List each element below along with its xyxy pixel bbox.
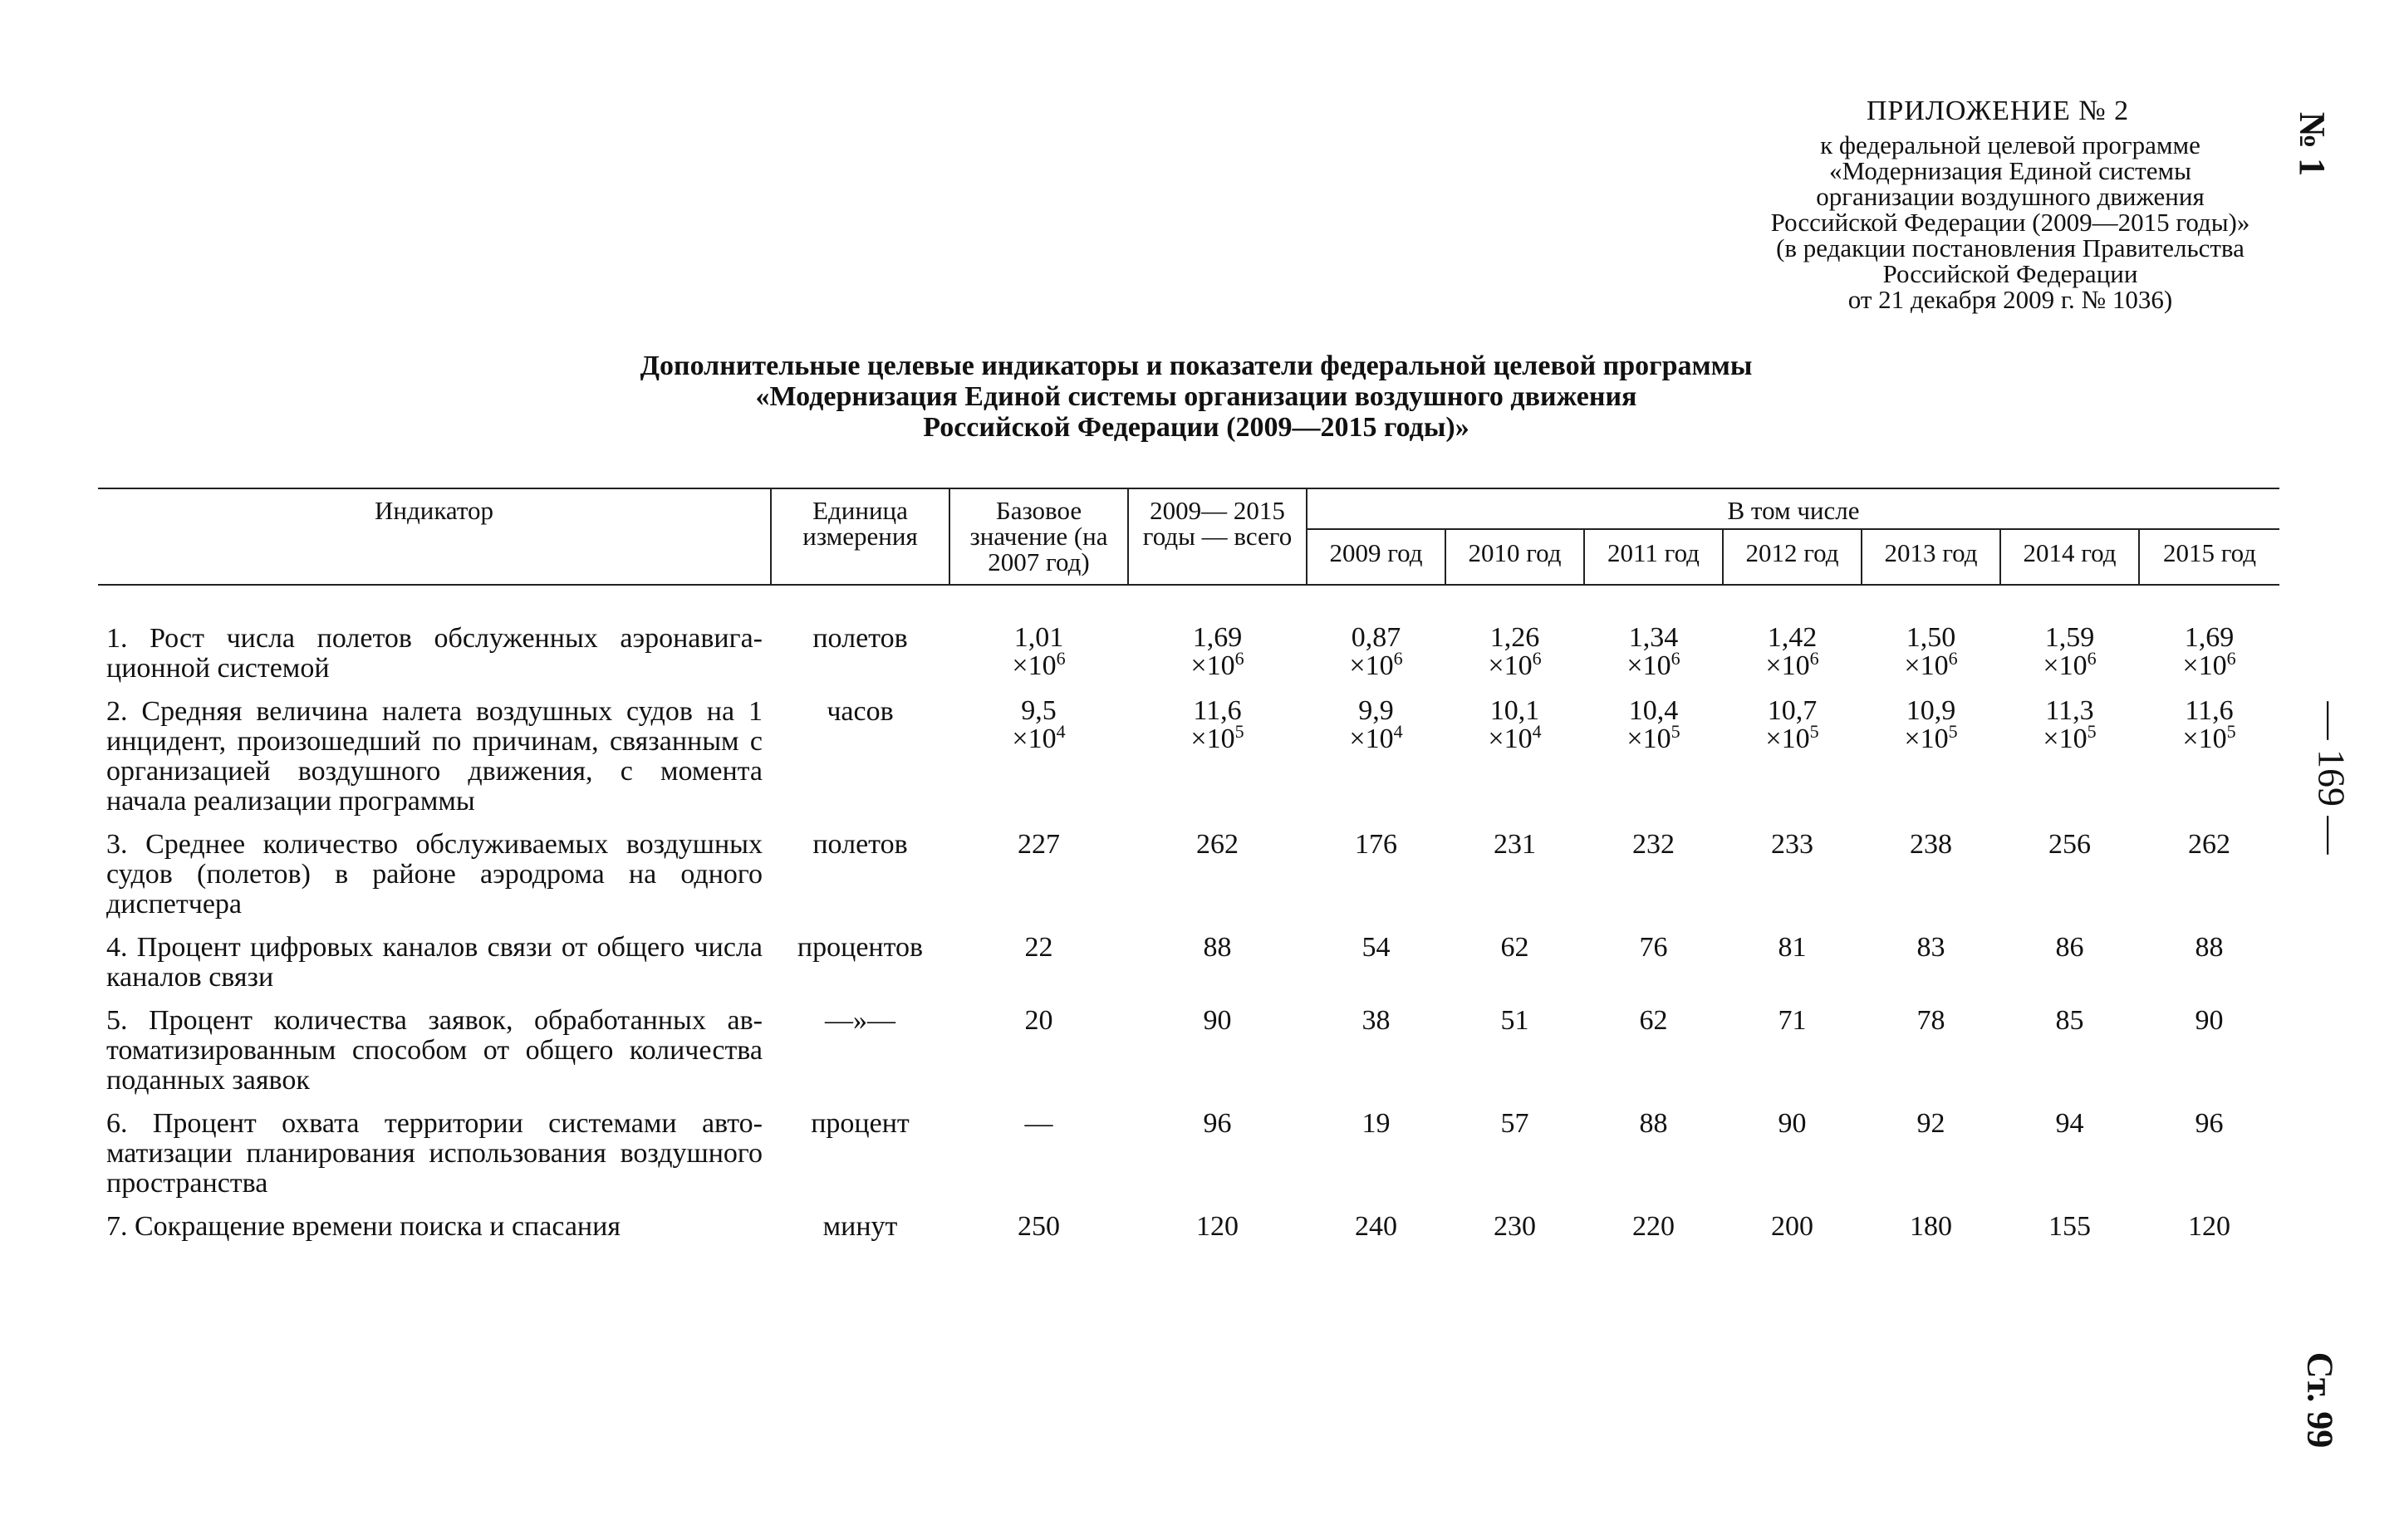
header-year: 2011 год <box>1584 529 1723 585</box>
value-cell <box>1128 697 1307 830</box>
header-year: 2010 год <box>1445 529 1584 585</box>
value-cell <box>949 585 1128 697</box>
value-cell <box>1862 585 2000 697</box>
unit-cell: процентов <box>797 932 924 963</box>
mantissa: 0,87 <box>1351 622 1401 653</box>
mantissa: 10,4 <box>1628 695 1679 726</box>
scientific-value <box>2043 624 2096 680</box>
scientific-value <box>2043 697 2096 753</box>
scientific-value <box>1626 697 1680 753</box>
value-cell: 262 <box>1196 829 1239 860</box>
value-cell <box>1584 585 1723 697</box>
scientific-value <box>1488 624 1541 680</box>
value-cell: 233 <box>1771 829 1813 860</box>
appendix-line: (в редакции постановления Правительства <box>1776 233 2245 262</box>
scientific-value <box>1904 624 1957 680</box>
appendix-line: Российской Федерации <box>1882 259 2138 288</box>
table-row <box>98 1006 2279 1109</box>
value-cell <box>2139 697 2279 830</box>
mantissa: 1,01 <box>1013 622 1064 653</box>
value-cell: 220 <box>1632 1211 1675 1242</box>
value-cell: 62 <box>1500 932 1529 963</box>
exponent: 6 <box>1948 648 1958 669</box>
value-cell: 96 <box>2195 1108 2224 1139</box>
mantissa: 11,3 <box>2045 695 2094 726</box>
table-header <box>98 488 2279 585</box>
value-cell <box>2000 697 2139 830</box>
unit-cell: процент <box>811 1108 910 1139</box>
multiplier: $\times 10^6$ <box>1488 648 1542 681</box>
value-cell <box>1723 697 1862 830</box>
scientific-value <box>2182 624 2235 680</box>
value-cell <box>2000 585 2139 697</box>
value-cell <box>1723 585 1862 697</box>
value-cell: 176 <box>1355 829 1397 860</box>
value-cell <box>1128 585 1307 697</box>
value-cell: 256 <box>2048 829 2091 860</box>
value-cell: 71 <box>1778 1005 1807 1036</box>
multiplier: $\times 10^6$ <box>1904 648 1958 681</box>
exponent: 5 <box>1948 721 1958 742</box>
exponent: 6 <box>1393 648 1403 669</box>
value-cell: 62 <box>1639 1005 1668 1036</box>
value-cell: 120 <box>1196 1211 1239 1242</box>
value-cell <box>1445 585 1584 697</box>
multiplier: $\times 10^6$ <box>1190 648 1244 681</box>
table-row <box>98 830 2279 933</box>
table-row <box>98 1212 2279 1255</box>
multiplier: $\times 10^5$ <box>2182 721 2236 754</box>
multiplier: $\times 10^4$ <box>1012 721 1066 754</box>
scientific-value <box>1190 624 1244 680</box>
value-cell <box>949 697 1128 830</box>
header-including: В том числе <box>1307 488 2279 529</box>
exponent: 6 <box>1532 648 1542 669</box>
exponent: 4 <box>1393 721 1403 742</box>
indicator-cell: 6. Процент охвата территории системами автоматизации планирования использования воздушного пространства <box>106 1108 763 1199</box>
value-cell: 94 <box>2055 1108 2084 1139</box>
unit-cell: полетов <box>812 829 908 860</box>
value-cell: 22 <box>1024 932 1053 963</box>
value-cell: 250 <box>1018 1211 1060 1242</box>
header-unit: Единица измерения <box>771 488 949 585</box>
mantissa: 1,69 <box>2184 622 2235 653</box>
mantissa: 1,34 <box>1628 622 1679 653</box>
value-cell: 90 <box>2195 1005 2224 1036</box>
exponent: 5 <box>1671 721 1680 742</box>
indicator-cell: 1. Рост числа полетов обслуженных аэронавигационной системой <box>106 623 763 684</box>
exponent: 6 <box>1809 648 1819 669</box>
value-cell: 57 <box>1500 1108 1529 1139</box>
value-cell <box>1445 697 1584 830</box>
multiplier: $\times 10^5$ <box>1765 721 1819 754</box>
value-cell: 19 <box>1361 1108 1391 1139</box>
table-row <box>98 697 2279 830</box>
indicator-cell: 7. Сокращение времени поиска и спасания <box>106 1211 621 1242</box>
mantissa: 1,26 <box>1489 622 1540 653</box>
exponent: 5 <box>2087 721 2097 742</box>
table-row <box>98 585 2279 697</box>
appendix-line: организации воздушного движения <box>1816 182 2205 211</box>
multiplier: $\times 10^6$ <box>1012 648 1066 681</box>
scientific-value <box>1904 697 1957 753</box>
indicator-cell: 4. Процент цифровых каналов связи от общего числа каналов связи <box>106 932 763 993</box>
exponent: 4 <box>1532 721 1542 742</box>
indicator-cell: 2. Средняя величина налета воздушных судов на 1 инцидент, произошедший по причинам, связанным с организацией воздушного движения, с момента начала реализации программы <box>106 696 763 817</box>
value-cell: 230 <box>1494 1211 1536 1242</box>
appendix-title: ПРИЛОЖЕНИЕ № 2 <box>1866 96 2130 126</box>
multiplier: $\times 10^5$ <box>2043 721 2097 754</box>
mantissa: 1,69 <box>1192 622 1243 653</box>
mantissa: 11,6 <box>1193 695 1242 726</box>
value-cell: 227 <box>1018 829 1060 860</box>
header-year: 2013 год <box>1862 529 2000 585</box>
value-cell <box>2139 585 2279 697</box>
table-body <box>98 585 2279 1255</box>
mantissa: 10,1 <box>1489 695 1540 726</box>
header-indicator: Индикатор <box>98 488 771 585</box>
value-cell: 238 <box>1910 829 1952 860</box>
value-cell: 86 <box>2055 932 2084 963</box>
value-cell: 96 <box>1203 1108 1232 1139</box>
mantissa: 11,6 <box>2185 695 2234 726</box>
value-cell: 200 <box>1771 1211 1813 1242</box>
indicator-cell: 5. Процент количества заявок, обработанных автоматизированным способом от общего количества поданных заявок <box>106 1005 763 1096</box>
appendix-line: от 21 декабря 2009 г. № 1036) <box>1847 285 2173 314</box>
indicators-table <box>98 488 2279 1255</box>
value-cell: 90 <box>1778 1108 1807 1139</box>
document-title-line: Дополнительные целевые индикаторы и показатели федеральной целевой программы <box>640 351 1753 381</box>
value-cell <box>1307 697 1445 830</box>
header-year: 2014 год <box>2000 529 2139 585</box>
scientific-value <box>1349 624 1402 680</box>
value-cell: 231 <box>1494 829 1536 860</box>
value-cell: 92 <box>1916 1108 1945 1139</box>
multiplier: $\times 10^5$ <box>1190 721 1244 754</box>
scientific-value <box>1765 697 1818 753</box>
value-cell: 78 <box>1916 1005 1945 1036</box>
article-number: Ст. 99 <box>2299 1351 2341 1449</box>
unit-cell: часов <box>827 696 894 727</box>
scientific-value <box>1626 624 1680 680</box>
value-cell: 20 <box>1024 1005 1053 1036</box>
value-cell: 155 <box>2048 1211 2091 1242</box>
value-cell: 38 <box>1361 1005 1391 1036</box>
mantissa: 1,59 <box>2044 622 2095 653</box>
mantissa: 9,9 <box>1358 695 1394 726</box>
header-total: 2009— 2015 годы — всего <box>1128 488 1307 585</box>
multiplier: $\times 10^6$ <box>1626 648 1680 681</box>
appendix-line: Российской Федерации (2009—2015 годы)» <box>1770 208 2250 237</box>
header-year: 2009 год <box>1307 529 1445 585</box>
document-title <box>465 351 1927 443</box>
mantissa: 10,7 <box>1767 695 1818 726</box>
multiplier: $\times 10^6$ <box>1765 648 1819 681</box>
multiplier: $\times 10^6$ <box>2182 648 2236 681</box>
unit-cell: минут <box>822 1211 898 1242</box>
value-cell: 76 <box>1639 932 1668 963</box>
value-cell: 83 <box>1916 932 1945 963</box>
value-cell: 51 <box>1500 1005 1529 1036</box>
exponent: 5 <box>1809 721 1819 742</box>
value-cell: 88 <box>1639 1108 1668 1139</box>
multiplier: $\times 10^6$ <box>1349 648 1403 681</box>
value-cell: 120 <box>2188 1211 2230 1242</box>
exponent: 5 <box>2226 721 2236 742</box>
exponent: 6 <box>1056 648 1066 669</box>
value-cell: 88 <box>2195 932 2224 963</box>
multiplier: $\times 10^4$ <box>1349 721 1403 754</box>
exponent: 5 <box>1234 721 1244 742</box>
unit-cell: —»— <box>825 1005 895 1036</box>
table-row <box>98 933 2279 1006</box>
scientific-value <box>1765 624 1818 680</box>
multiplier: $\times 10^5$ <box>1626 721 1680 754</box>
scientific-value <box>1012 697 1065 753</box>
exponent: 6 <box>1671 648 1680 669</box>
page-number: — 169 — <box>2310 701 2353 855</box>
value-cell: — <box>1024 1108 1053 1139</box>
scientific-value <box>1012 624 1065 680</box>
exponent: 4 <box>1056 721 1066 742</box>
issue-number: № 1 <box>2292 111 2333 177</box>
appendix-line: «Модернизация Единой системы <box>1829 156 2191 185</box>
appendix-header <box>1653 98 2367 312</box>
value-cell <box>1307 585 1445 697</box>
multiplier: $\times 10^6$ <box>2043 648 2097 681</box>
appendix-line: к федеральной целевой программе <box>1820 130 2200 159</box>
value-cell: 240 <box>1355 1211 1397 1242</box>
value-cell <box>1584 697 1723 830</box>
value-cell: 262 <box>2188 829 2230 860</box>
value-cell: 180 <box>1910 1211 1952 1242</box>
scientific-value <box>2182 697 2235 753</box>
document-title-line: Российской Федерации (2009—2015 годы)» <box>923 412 1469 443</box>
scientific-value <box>1190 697 1244 753</box>
value-cell: 88 <box>1203 932 1232 963</box>
table-row <box>98 1109 2279 1212</box>
value-cell: 232 <box>1632 829 1675 860</box>
value-cell: 90 <box>1203 1005 1232 1036</box>
scientific-value <box>1349 697 1402 753</box>
header-base-value: Базовое значение (на 2007 год) <box>949 488 1128 585</box>
exponent: 6 <box>1234 648 1244 669</box>
mantissa: 1,42 <box>1767 622 1818 653</box>
exponent: 6 <box>2087 648 2097 669</box>
exponent: 6 <box>2226 648 2236 669</box>
value-cell <box>1862 697 2000 830</box>
mantissa: 10,9 <box>1906 695 1956 726</box>
unit-cell: полетов <box>812 623 908 654</box>
multiplier: $\times 10^5$ <box>1904 721 1958 754</box>
mantissa: 1,50 <box>1906 622 1956 653</box>
multiplier: $\times 10^4$ <box>1488 721 1542 754</box>
indicator-cell: 3. Среднее количество обслуживаемых воздушных судов (полетов) в районе аэродрома на одного диспетчера <box>106 829 763 920</box>
scientific-value <box>1488 697 1541 753</box>
value-cell: 85 <box>2055 1005 2084 1036</box>
header-year: 2015 год <box>2139 529 2279 585</box>
header-year: 2012 год <box>1723 529 1862 585</box>
document-title-line: «Модернизация Единой системы организации воздушного движения <box>755 381 1637 412</box>
value-cell: 54 <box>1361 932 1391 963</box>
mantissa: 9,5 <box>1021 695 1057 726</box>
value-cell: 81 <box>1778 932 1807 963</box>
